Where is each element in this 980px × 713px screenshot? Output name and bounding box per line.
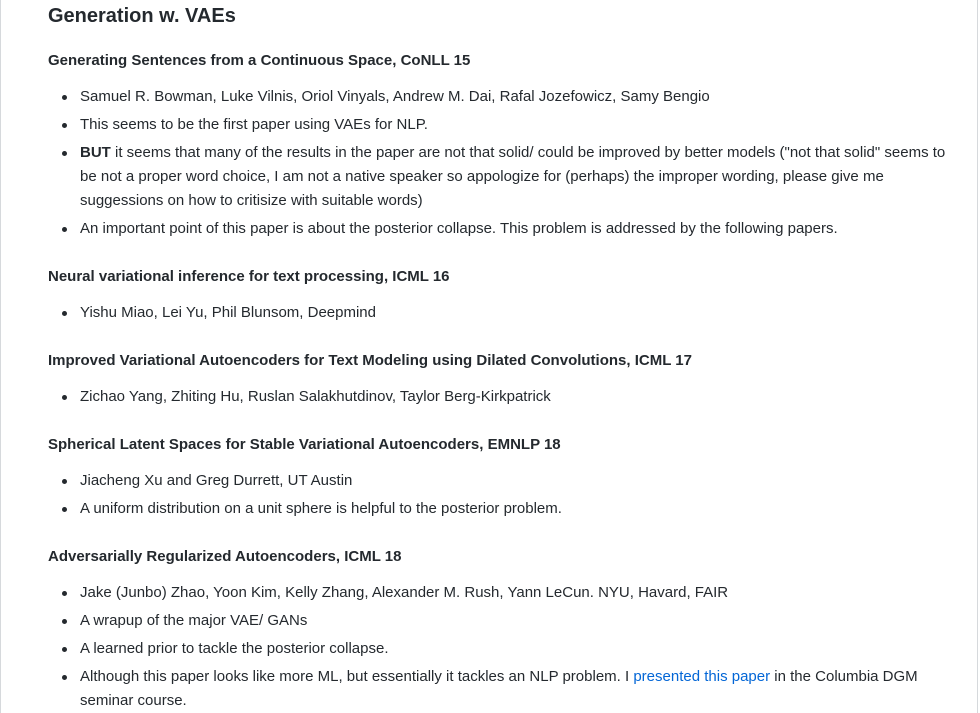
presented-paper-link[interactable]: presented this paper <box>633 668 771 685</box>
list-item: Zichao Yang, Zhiting Hu, Ruslan Salakhutdinov, Taylor Berg-Kirkpatrick <box>48 385 948 409</box>
list-item: Yishu Miao, Lei Yu, Phil Blunsom, Deepmind <box>48 301 948 325</box>
paper-title: Neural variational inference for text processing, ICML 16 <box>48 268 450 285</box>
paper-title: Improved Variational Autoencoders for Text Modeling using Dilated Convolutions, ICML 17 <box>48 352 692 369</box>
section-title: Generation w. VAEs <box>48 5 236 27</box>
list-item <box>48 665 948 713</box>
paper-entry <box>48 51 948 241</box>
list-item-text: it seems that many of the results in the paper are not that solid/ could be improved by better models ("not that solid" seems to be not a proper word choice, I am not a native speaker so appologize for (perhaps) the improper wording, please give me suggessions on how to critisize with suitable words) <box>80 144 946 209</box>
list-item-text: in the Columbia DGM seminar course. <box>80 668 918 709</box>
paper-bullets <box>48 469 948 521</box>
list-item: An important point of this paper is about the posterior collapse. This problem is addressed by the following papers. <box>48 217 948 241</box>
emphasis-text: BUT <box>80 144 111 161</box>
paper-title: Adversarially Regularized Autoencoders, ICML 18 <box>48 548 402 565</box>
paper-title: Generating Sentences from a Continuous Space, CoNLL 15 <box>48 52 471 69</box>
list-item: Samuel R. Bowman, Luke Vilnis, Oriol Vinyals, Andrew M. Dai, Rafal Jozefowicz, Samy Bengio <box>48 85 948 109</box>
paper-bullets <box>48 581 948 713</box>
paper-bullets <box>48 385 948 409</box>
paper-entry <box>48 547 948 713</box>
list-item: Jake (Junbo) Zhao, Yoon Kim, Kelly Zhang, Alexander M. Rush, Yann LeCun. NYU, Havard, FAIR <box>48 581 948 605</box>
list-item: A wrapup of the major VAE/ GANs <box>48 609 948 633</box>
paper-entry <box>48 351 948 409</box>
list-item: A uniform distribution on a unit sphere is helpful to the posterior problem. <box>48 497 948 521</box>
list-item: A learned prior to tackle the posterior collapse. <box>48 637 948 661</box>
paper-entry <box>48 267 948 325</box>
list-item-text: Although this paper looks like more ML, but essentially it tackles an NLP problem. I <box>80 668 634 685</box>
paper-bullets <box>48 301 948 325</box>
paper-entry <box>48 435 948 521</box>
list-item: Jiacheng Xu and Greg Durrett, UT Austin <box>48 469 948 493</box>
paper-title: Spherical Latent Spaces for Stable Variational Autoencoders, EMNLP 18 <box>48 436 561 453</box>
list-item <box>48 141 948 213</box>
paper-bullets <box>48 85 948 241</box>
list-item: This seems to be the first paper using VAEs for NLP. <box>48 113 948 137</box>
